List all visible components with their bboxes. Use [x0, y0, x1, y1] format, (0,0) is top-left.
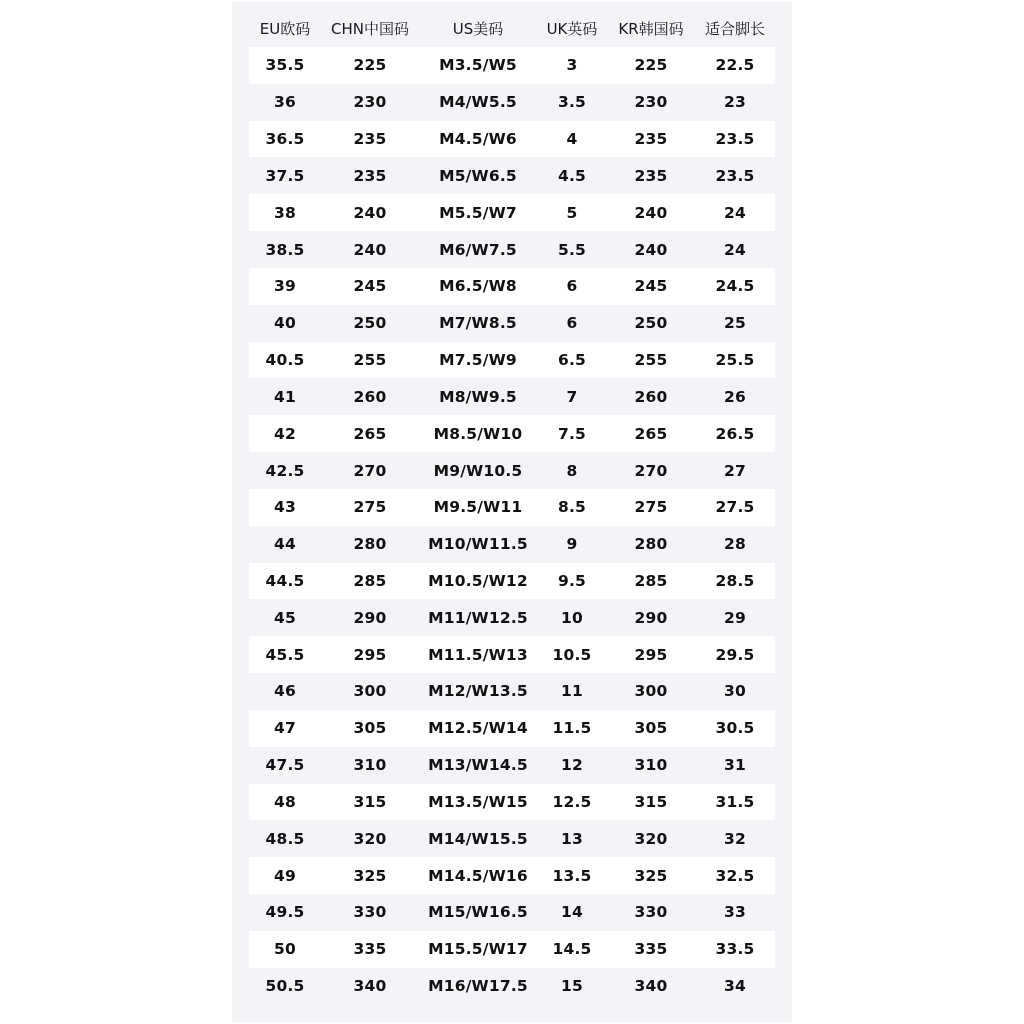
- table-row: [249, 305, 775, 342]
- table-row: [249, 268, 775, 305]
- cell-chn: 225: [353, 56, 387, 75]
- cell-kr: 270: [634, 461, 668, 480]
- cell-foot-length: 26: [724, 387, 746, 406]
- cell-foot-length: 25.5: [715, 351, 755, 370]
- table-row: [249, 894, 775, 931]
- cell-eu: 48.5: [265, 829, 305, 848]
- cell-eu: 40.5: [265, 351, 305, 370]
- cell-us: M13.5/W15: [428, 792, 528, 811]
- cell-foot-length: 33.5: [715, 940, 755, 959]
- cell-foot-length: 33: [724, 903, 746, 922]
- cell-foot-length: 31: [724, 756, 746, 775]
- cell-uk: 9.5: [557, 572, 587, 590]
- cell-eu: 43: [274, 498, 296, 517]
- cell-kr: 300: [634, 682, 668, 701]
- cell-chn: 340: [353, 977, 387, 996]
- cell-kr: 290: [634, 608, 668, 627]
- cell-us: M4/W5.5: [439, 93, 517, 112]
- cell-us: M5.5/W7: [439, 203, 517, 222]
- cell-uk: 11: [561, 682, 583, 701]
- cell-chn: 290: [353, 608, 387, 627]
- cell-uk: 7.5: [557, 424, 587, 443]
- cell-chn: 230: [353, 93, 387, 112]
- cell-foot-length: 26.5: [715, 424, 755, 443]
- cell-chn: 240: [353, 203, 387, 222]
- cell-uk: 12: [561, 756, 583, 775]
- cell-chn: 270: [353, 461, 387, 480]
- cell-chn: 275: [353, 498, 387, 517]
- table-row: [249, 563, 775, 600]
- cell-kr: 235: [634, 130, 668, 149]
- cell-foot-length: 24.5: [715, 277, 755, 296]
- cell-kr: 250: [634, 314, 668, 333]
- header-us: US美码: [452, 19, 504, 38]
- cell-eu: 50.5: [265, 977, 305, 996]
- cell-us: M8/W9.5: [439, 387, 517, 406]
- cell-eu: 38: [274, 203, 296, 222]
- cell-uk: 3: [566, 56, 578, 75]
- cell-chn: 325: [353, 866, 387, 885]
- cell-foot-length: 34: [724, 977, 746, 996]
- cell-chn: 330: [353, 903, 387, 922]
- cell-uk: 14.5: [552, 940, 592, 959]
- cell-kr: 235: [634, 166, 668, 185]
- cell-eu: 38.5: [265, 240, 305, 259]
- cell-us: M6/W7.5: [439, 240, 517, 259]
- cell-eu: 36: [274, 93, 296, 112]
- cell-uk: 11.5: [552, 719, 592, 738]
- cell-uk: 4: [566, 130, 578, 149]
- cell-uk: 14: [561, 903, 583, 922]
- cell-foot-length: 25: [724, 314, 746, 333]
- cell-kr: 320: [634, 829, 668, 848]
- table-row: [249, 710, 775, 747]
- cell-us: M11.5/W13: [428, 645, 528, 664]
- cell-us: M14.5/W16: [428, 866, 528, 885]
- cell-kr: 240: [634, 240, 668, 259]
- cell-us: M15/W16.5: [428, 903, 528, 922]
- cell-uk: 8: [566, 461, 578, 480]
- table-row: [249, 231, 775, 268]
- cell-uk: 7: [566, 387, 578, 406]
- cell-us: M9.5/W11: [433, 498, 523, 517]
- cell-chn: 235: [353, 130, 387, 149]
- cell-uk: 10.5: [552, 645, 592, 664]
- table-row: [249, 673, 775, 710]
- cell-foot-length: 27: [724, 461, 746, 480]
- cell-uk: 4.5: [557, 166, 587, 185]
- cell-foot-length: 22.5: [715, 56, 755, 75]
- cell-foot-length: 32: [724, 829, 746, 848]
- cell-chn: 235: [353, 166, 387, 185]
- cell-eu: 42: [274, 424, 296, 443]
- cell-chn: 305: [353, 719, 387, 738]
- cell-kr: 225: [634, 56, 668, 75]
- table-row: [249, 636, 775, 673]
- table-row: [249, 489, 775, 526]
- cell-us: M4.5/W6: [439, 130, 517, 149]
- cell-us: M5/W6.5: [439, 166, 517, 185]
- table-row: [249, 157, 775, 194]
- cell-foot-length: 31.5: [715, 792, 755, 811]
- cell-chn: 245: [353, 277, 387, 296]
- table-row: [249, 599, 775, 636]
- table-row: [249, 342, 775, 379]
- cell-us: M7.5/W9: [439, 351, 517, 370]
- cell-chn: 265: [353, 424, 387, 443]
- cell-chn: 280: [353, 535, 387, 554]
- cell-us: M16/W17.5: [428, 977, 528, 996]
- cell-kr: 310: [634, 756, 668, 775]
- cell-kr: 325: [634, 866, 668, 885]
- cell-foot-length: 28: [724, 535, 746, 554]
- cell-uk: 6: [566, 314, 578, 333]
- cell-us: M10/W11.5: [428, 535, 528, 554]
- table-row: [249, 968, 775, 1005]
- cell-eu: 37.5: [265, 166, 305, 185]
- cell-foot-length: 30.5: [715, 719, 755, 738]
- cell-eu: 45: [274, 608, 296, 627]
- cell-uk: 13.5: [552, 866, 592, 885]
- table-row: [249, 747, 775, 784]
- cell-us: M10.5/W12: [428, 572, 528, 590]
- table-row: [249, 784, 775, 821]
- cell-foot-length: 27.5: [715, 498, 755, 517]
- cell-chn: 335: [353, 940, 387, 959]
- cell-eu: 47.5: [265, 756, 305, 775]
- cell-us: M12/W13.5: [428, 682, 528, 701]
- cell-foot-length: 23.5: [715, 130, 755, 149]
- cell-chn: 255: [353, 351, 387, 370]
- cell-eu: 44.5: [265, 572, 305, 590]
- cell-uk: 10: [561, 608, 583, 627]
- header-eu: EU欧码: [259, 19, 311, 38]
- cell-us: M11/W12.5: [428, 608, 528, 627]
- table-row: [249, 526, 775, 563]
- cell-us: M3.5/W5: [439, 56, 517, 75]
- cell-us: M15.5/W17: [428, 940, 528, 959]
- cell-foot-length: 23: [724, 93, 746, 112]
- cell-chn: 285: [353, 572, 387, 590]
- cell-kr: 295: [634, 645, 668, 664]
- cell-us: M7/W8.5: [439, 314, 517, 333]
- size-chart-panel: [232, 2, 792, 1022]
- cell-chn: 315: [353, 792, 387, 811]
- cell-uk: 9: [566, 535, 578, 554]
- cell-eu: 35.5: [265, 56, 305, 75]
- cell-kr: 335: [634, 940, 668, 959]
- header-kr: KR韩国码: [618, 19, 684, 38]
- cell-eu: 50: [274, 940, 296, 959]
- cell-us: M12.5/W14: [428, 719, 528, 738]
- cell-uk: 12.5: [552, 792, 592, 811]
- cell-chn: 310: [353, 756, 387, 775]
- table-row: [249, 931, 775, 968]
- cell-chn: 320: [353, 829, 387, 848]
- header-uk: UK英码: [546, 19, 598, 38]
- cell-foot-length: 23.5: [715, 166, 755, 185]
- table-row: [249, 84, 775, 121]
- cell-foot-length: 32.5: [715, 866, 755, 885]
- table-row: [249, 452, 775, 489]
- cell-kr: 255: [634, 351, 668, 370]
- cell-eu: 42.5: [265, 461, 305, 480]
- cell-foot-length: 24: [724, 240, 746, 259]
- cell-kr: 280: [634, 535, 668, 554]
- cell-kr: 265: [634, 424, 668, 443]
- cell-uk: 13: [561, 829, 583, 848]
- cell-eu: 40: [274, 314, 296, 333]
- cell-chn: 295: [353, 645, 387, 664]
- cell-kr: 245: [634, 277, 668, 296]
- cell-chn: 250: [353, 314, 387, 333]
- cell-eu: 49.5: [265, 903, 305, 922]
- cell-eu: 39: [274, 277, 296, 296]
- cell-us: M14/W15.5: [428, 829, 528, 848]
- cell-eu: 47: [274, 719, 296, 738]
- cell-kr: 340: [634, 977, 668, 996]
- cell-eu: 49: [274, 866, 296, 885]
- cell-kr: 285: [634, 572, 668, 590]
- cell-kr: 315: [634, 792, 668, 811]
- cell-uk: 6: [566, 277, 578, 296]
- cell-kr: 305: [634, 719, 668, 738]
- table-row: [249, 378, 775, 415]
- cell-kr: 240: [634, 203, 668, 222]
- cell-us: M9/W10.5: [433, 461, 523, 480]
- size-rows: [249, 47, 775, 1005]
- cell-kr: 330: [634, 903, 668, 922]
- cell-uk: 5.5: [557, 240, 587, 259]
- cell-foot-length: 28.5: [715, 572, 755, 590]
- table-row: [249, 820, 775, 857]
- table-row: [249, 857, 775, 894]
- cell-eu: 36.5: [265, 130, 305, 149]
- cell-kr: 260: [634, 387, 668, 406]
- cell-foot-length: 29: [724, 608, 746, 627]
- cell-chn: 300: [353, 682, 387, 701]
- cell-uk: 15: [561, 977, 583, 996]
- cell-foot-length: 30: [724, 682, 746, 701]
- cell-eu: 46: [274, 682, 296, 701]
- cell-eu: 45.5: [265, 645, 305, 664]
- cell-foot-length: 29.5: [715, 645, 755, 664]
- cell-uk: 6.5: [557, 351, 587, 370]
- table-row: [249, 47, 775, 84]
- table-row: [249, 194, 775, 231]
- cell-chn: 260: [353, 387, 387, 406]
- cell-kr: 230: [634, 93, 668, 112]
- cell-eu: 44: [274, 535, 296, 554]
- table-row: [249, 415, 775, 452]
- cell-eu: 48: [274, 792, 296, 811]
- cell-uk: 8.5: [557, 498, 587, 517]
- cell-uk: 5: [566, 203, 578, 222]
- cell-us: M8.5/W10: [433, 424, 523, 443]
- cell-us: M13/W14.5: [428, 756, 528, 775]
- header-chn: CHN中国码: [331, 19, 409, 38]
- header-foot-length: 适合脚长: [704, 19, 765, 38]
- cell-us: M6.5/W8: [439, 277, 517, 296]
- cell-eu: 41: [274, 387, 296, 406]
- cell-kr: 275: [634, 498, 668, 517]
- table-row: [249, 121, 775, 158]
- cell-uk: 3.5: [557, 93, 587, 112]
- cell-chn: 240: [353, 240, 387, 259]
- cell-foot-length: 24: [724, 203, 746, 222]
- header-row: [249, 10, 775, 46]
